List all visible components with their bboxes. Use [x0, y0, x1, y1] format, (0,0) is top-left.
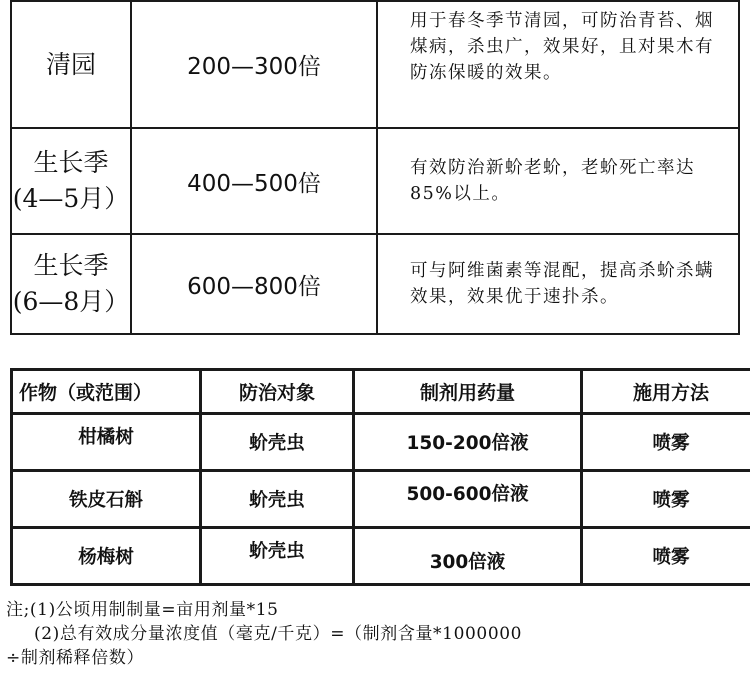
- dilution-cell: 400—500倍: [131, 128, 377, 234]
- note-concentration-formula: (2)总有效成分量浓度值（毫克/千克）=（制剂含量*1000000: [34, 624, 523, 644]
- target-name: 蚧壳虫: [249, 490, 305, 511]
- method-cell: [582, 414, 750, 471]
- dose-cell: [354, 414, 582, 471]
- effect-cell: 有效防治新蚧老蚧，老蚧死亡率达85%以上。: [377, 128, 739, 234]
- season-months: (6—8月）: [12, 287, 130, 316]
- method-value: 喷雾: [652, 490, 690, 511]
- season-label: 清园: [45, 49, 96, 79]
- table-row: [12, 528, 750, 585]
- note-hectare-dosage: 注;(1)公顷用制制量=亩用剂量*15: [6, 600, 279, 620]
- crop-name: 铁皮石斛: [68, 490, 143, 511]
- table-row: [11, 234, 739, 334]
- dose-value: 500-600倍液: [406, 484, 529, 505]
- dose-value: 300倍液: [429, 552, 506, 573]
- crop-cell: [12, 471, 201, 528]
- season-label: 生长季: [33, 251, 109, 280]
- note-concentration-formula-cont: ÷制剂稀释倍数）: [6, 648, 145, 668]
- method-value: 喷雾: [652, 547, 690, 568]
- crop-cell: [12, 528, 201, 585]
- target-cell: [201, 471, 354, 528]
- header-target: 防治对象: [201, 370, 354, 414]
- season-months: (4—5月）: [12, 184, 130, 213]
- target-cell: [201, 414, 354, 471]
- effect-cell: 可与阿维菌素等混配，提高杀蚧杀螨效果，效果优于速扑杀。: [377, 234, 739, 334]
- dilution-cell: 600—800倍: [131, 234, 377, 334]
- dilution-cell: 200—300倍: [131, 1, 377, 128]
- target-name: 蚧壳虫: [249, 433, 305, 454]
- header-method: 施用方法: [582, 370, 750, 414]
- season-cell: [11, 128, 131, 234]
- dose-cell: [354, 471, 582, 528]
- target-cell: [201, 528, 354, 585]
- crop-name: 杨梅树: [78, 547, 134, 568]
- season-cell: [11, 1, 131, 128]
- season-cell: [11, 234, 131, 334]
- table-row: [11, 128, 739, 234]
- table-row: [12, 471, 750, 528]
- dose-cell: [354, 528, 582, 585]
- method-cell: [582, 528, 750, 585]
- effect-cell: 用于春冬季节清园，可防治青苔、烟煤病，杀虫广，效果好，且对果木有防冻保暖的效果。: [377, 1, 739, 128]
- table-row: [12, 414, 750, 471]
- header-dose: 制剂用药量: [354, 370, 582, 414]
- dose-value: 150-200倍液: [406, 433, 529, 454]
- dosage-table: [10, 368, 750, 586]
- table-header-row: [12, 370, 750, 414]
- crop-name: 柑橘树: [78, 427, 134, 448]
- crop-cell: [12, 414, 201, 471]
- method-value: 喷雾: [652, 433, 690, 454]
- season-label: 生长季: [33, 148, 109, 177]
- table-row: [11, 1, 739, 128]
- header-crop: 作物（或范围）: [12, 370, 201, 414]
- usage-by-season-table: [10, 0, 740, 335]
- target-name: 蚧壳虫: [249, 541, 305, 562]
- method-cell: [582, 471, 750, 528]
- footnotes: [6, 598, 746, 670]
